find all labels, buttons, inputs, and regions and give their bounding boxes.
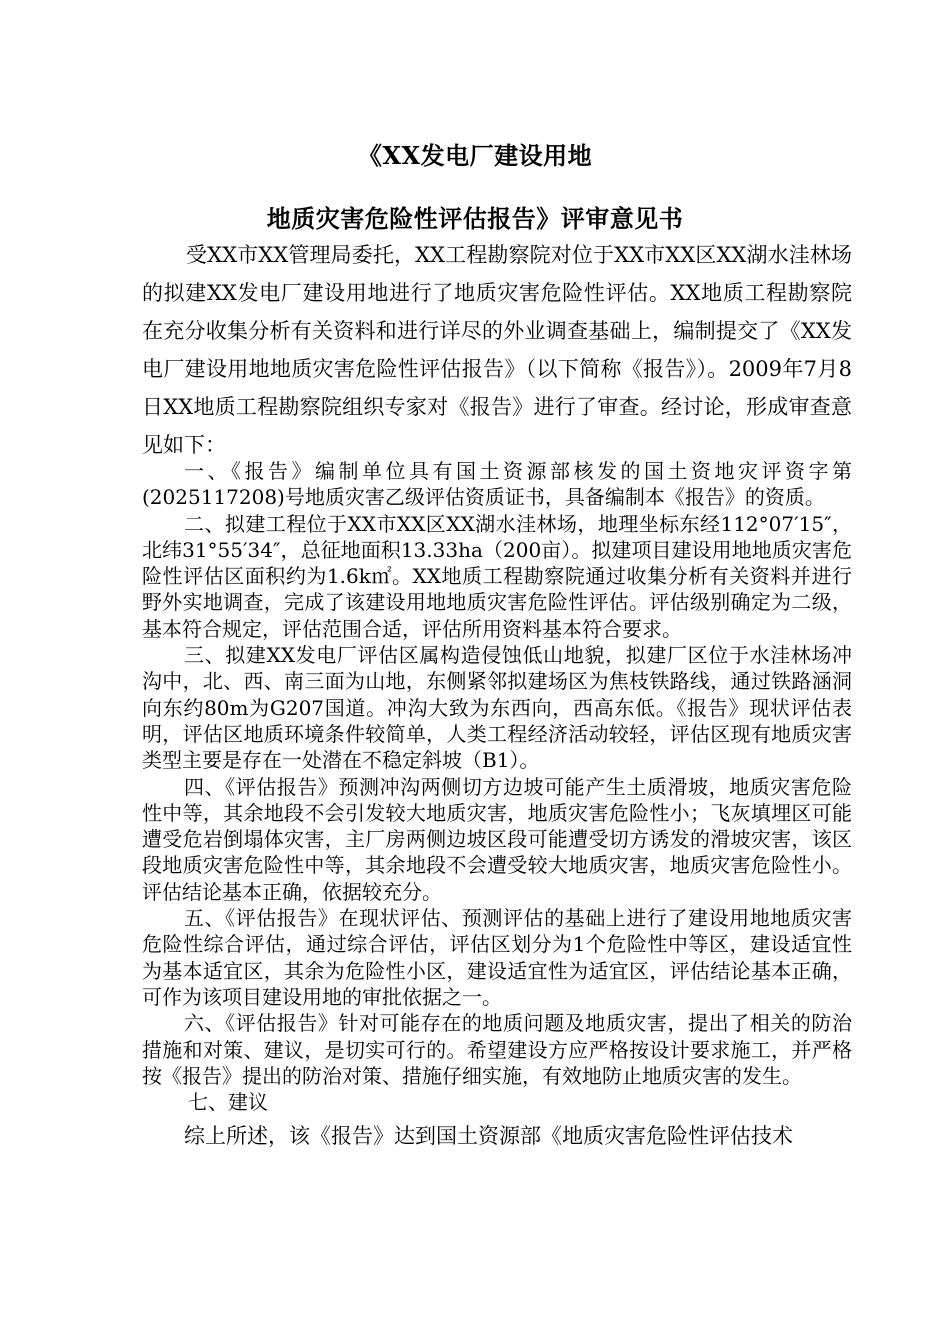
section-7-heading: 七、建议 (188, 1090, 268, 1115)
intro-paragraph: 受XX市XX管理局委托，XX工程勘察院对位于XX市XX区XX湖水洼林场的拟建XX发电厂建设用地进行了地质灾害危险性评估。XX地质工程勘察院在充分收集分析有关资料和进行详尽的外业调查基础上，编制提交了《XX发电厂建设用地地质灾害危险性评估报告》（以下简称《报告》）。2009年7月8日XX地质工程勘察院组织专家对《报告》进行了审查。经讨论，形成审查意见如下： (142, 243, 852, 457)
document-title-line-2: 地质灾害危险性评估报告》评审意见书 (266, 204, 684, 233)
section-4-paragraph: 四、《评估报告》预测冲沟两侧切方边坡可能产生土质滑坡，地质灾害危险性中等，其余地段不会引发较大地质灾害，地质灾害危险性小；飞灰填埋区可能遭受危岩倒塌体灾害，主厂房两侧边坡区段可能遭受切方诱发的滑坡灾害，该区段地质灾害危险性中等，其余地段不会遭受较大地质灾害，地质灾害危险性小。评估结论基本正确，依据较充分。 (142, 774, 852, 904)
section-1-paragraph: 一、《报告》编制单位具有国土资源部核发的国土资地灾评资字第(2025117208)号地质灾害乙级评估资质证书，具备编制本《报告》的资质。 (142, 459, 852, 510)
section-5-paragraph: 五、《评估报告》在现状评估、预测评估的基础上进行了建设用地地质灾害危险性综合评估，通过综合评估，评估区划分为1个危险性中等区，建设适宜性为基本适宜区，其余为危险性小区，建设适宜性为适宜区，评估结论基本正确，可作为该项目建设用地的审批依据之一。 (142, 906, 852, 1009)
section-6-paragraph: 六、《评估报告》针对可能存在的地质问题及地质灾害，提出了相关的防治措施和对策、建议，是切实可行的。希望建设方应严格按设计要求施工，并严格按《报告》提出的防治对策、措施仔细实施，有效地防止地质灾害的发生。 (142, 1011, 852, 1088)
document-title-line-1: 《XX发电厂建设用地 (357, 141, 593, 170)
section-2-paragraph: 二、拟建工程位于XX市XX区XX湖水洼林场，地理坐标东经112°07′15″，北纬31°55′34″，总征地面积13.33ha（200亩）。拟建项目建设用地地质灾害危险性评估区面积约为1.6k㎡。XX地质工程勘察院通过收集分析有关资料并进行野外实地调查，完成了该建设用地地质灾害危险性评估。评估级别确定为二级，基本符合规定，评估范围合适，评估所用资料基本符合要求。 (142, 511, 852, 641)
review-opinions (142, 458, 852, 1153)
closing-paragraph: 综上所述，该《报告》达到国土资源部《地质灾害危险性评估技术 (184, 1124, 793, 1149)
section-3-paragraph: 三、拟建XX发电厂评估区属构造侵蚀低山地貌，拟建厂区位于水洼林场冲沟中，北、西、南三面为山地，东侧紧邻拟建场区为焦枝铁路线，通过铁路涵洞向东约80m为G207国道。冲沟大致为东西向，西高东低。《报告》现状评估表明，评估区地质环境条件较简单，人类工程经济活动较轻，评估区现有地质灾害类型主要是存在一处潜在不稳定斜坡（B1）。 (142, 643, 852, 773)
